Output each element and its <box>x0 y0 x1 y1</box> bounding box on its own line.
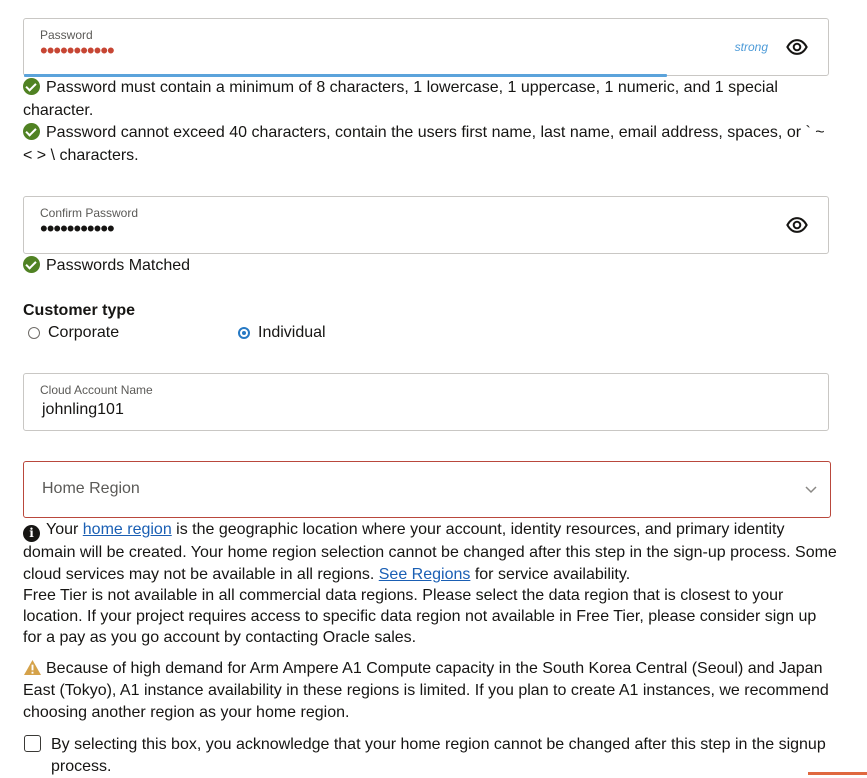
info-icon: i <box>23 525 40 542</box>
radio-corporate-label: Corporate <box>48 324 120 341</box>
confirm-password-input[interactable]: ••••••••••• <box>40 216 114 241</box>
password-rule-2: Password cannot exceed 40 characters, contain the users first name, last name, email address, spaces, or ` ~ < > \ characters. <box>23 124 825 164</box>
password-input[interactable]: ••••••••••• <box>40 38 114 63</box>
cloud-account-name-field[interactable] <box>23 373 829 431</box>
check-circle-icon <box>23 78 40 95</box>
customer-type-title: Customer type <box>23 302 136 319</box>
radio-individual-control[interactable] <box>238 327 250 339</box>
confirm-password-field[interactable] <box>23 196 829 254</box>
acknowledge-label: By selecting this box, you acknowledge that your home region cannot be changed after this step in the signup process. <box>51 736 826 775</box>
check-circle-icon <box>23 256 40 273</box>
password-strength: strong <box>734 40 768 54</box>
passwords-matched-message: Passwords Matched <box>23 254 838 277</box>
show-password-icon[interactable] <box>786 36 808 58</box>
radio-individual[interactable] <box>238 324 326 342</box>
password-rule-1: Password must contain a minimum of 8 characters, 1 lowercase, 1 uppercase, 1 numeric, and 1 special character. <box>23 79 778 119</box>
cloud-account-name-label: Cloud Account Name <box>40 383 153 397</box>
radio-individual-label: Individual <box>258 324 326 341</box>
check-circle-icon <box>23 123 40 140</box>
password-field[interactable] <box>23 18 829 76</box>
show-password-icon[interactable] <box>786 214 808 236</box>
home-region-info: i Your home region is the geographic location where your account, identity resources, and primary identity domain will be created. Your home region selection cannot be changed after this step in the sign-up process. Some cloud services may not be available in all regions. See Regions for service availability. <box>23 521 837 583</box>
radio-corporate[interactable] <box>28 324 119 342</box>
password-label: Password <box>40 28 93 42</box>
free-tier-info: Free Tier is not available in all commercial data regions. Please select the data region that is closest to your location. If your project requires access to specific data region not available in Free Tier, please consider sign up for a pay as you go account by contacting Oracle sales. <box>23 587 817 646</box>
chevron-down-icon <box>804 482 818 496</box>
acknowledge-checkbox[interactable] <box>24 735 41 752</box>
home-region-link[interactable]: home region <box>82 521 172 538</box>
warning-icon <box>23 659 42 676</box>
a1-capacity-warning: Because of high demand for Arm Ampere A1 Compute capacity in the South Korea Central (Seoul) and Japan East (Tokyo), A1 instance availability in these regions is limited. If you plan to create A1 instances, we recommend choosing another region as your home region. <box>23 660 829 721</box>
radio-corporate-control[interactable] <box>28 327 40 339</box>
home-region-placeholder: Home Region <box>42 480 140 497</box>
confirm-password-label: Confirm Password <box>40 206 139 220</box>
cloud-account-name-input[interactable]: johnling101 <box>42 401 124 418</box>
see-regions-link[interactable]: See Regions <box>378 566 471 583</box>
home-region-select[interactable] <box>23 461 831 518</box>
